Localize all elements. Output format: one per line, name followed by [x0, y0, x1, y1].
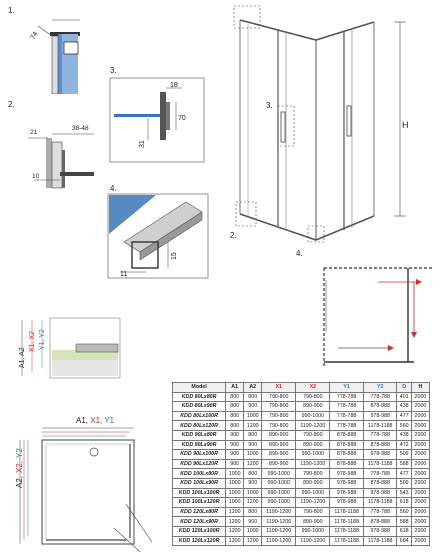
table-row [173, 450, 430, 460]
callout-3: 3. [266, 101, 273, 110]
value-cell: 900 [244, 478, 262, 488]
value-cell: 990-1000 [296, 450, 330, 460]
height-label: H [402, 120, 409, 130]
model-cell: KDD 90Lx90R [173, 440, 226, 450]
detail-1-label: 1. [8, 6, 15, 15]
plan-side-label-x: X2, [15, 460, 24, 473]
header-x2: X2 [296, 383, 330, 393]
value-cell: 472 [397, 440, 411, 450]
value-cell: 978-988 [330, 469, 364, 479]
detail-4-drawing [106, 184, 212, 280]
model-cell: KDD 80Lx90R [173, 402, 226, 412]
detail-3 [108, 66, 208, 166]
table-row [173, 507, 430, 517]
value-cell: 878-888 [330, 450, 364, 460]
value-cell: 2000 [411, 469, 429, 479]
value-cell: 900 [244, 402, 262, 412]
value-cell: 900 [244, 440, 262, 450]
value-cell: 800 [244, 392, 262, 402]
value-cell: 1178-1188 [363, 536, 397, 546]
value-cell: 878-888 [363, 517, 397, 527]
value-cell: 1190-1200 [296, 536, 330, 546]
value-cell: 790-800 [262, 421, 296, 431]
value-cell: 878-888 [363, 478, 397, 488]
value-cell: 1178-1188 [330, 536, 364, 546]
value-cell: 1178-1188 [363, 498, 397, 508]
value-cell: 990-1000 [262, 469, 296, 479]
table-row [173, 459, 430, 469]
opening-diagram-drawing [318, 262, 438, 374]
value-cell: 790-800 [296, 469, 330, 479]
value-cell: 878-888 [330, 459, 364, 469]
detail-3-drawing [108, 66, 208, 166]
value-cell: 800 [226, 421, 244, 431]
value-cell: 1178-1188 [330, 507, 364, 517]
model-cell: KDD 120Lx120R [173, 536, 226, 546]
value-cell: 560 [397, 421, 411, 431]
detail-2-drawing [8, 100, 98, 192]
value-cell: 890-900 [296, 402, 330, 412]
main-view-drawing [224, 2, 436, 260]
value-cell: 778-788 [330, 411, 364, 421]
value-cell: 878-888 [330, 430, 364, 440]
value-cell: 560 [397, 507, 411, 517]
header-a1: A1 [226, 383, 244, 393]
value-cell: 1200 [226, 507, 244, 517]
model-cell: KDD 80Lx80R [173, 392, 226, 402]
header-a2: A2 [244, 383, 262, 393]
value-cell: 778-788 [330, 402, 364, 412]
value-cell: 778-788 [363, 430, 397, 440]
value-cell: 878-888 [363, 402, 397, 412]
value-cell: 1190-1200 [262, 536, 296, 546]
model-cell: KDD 120Lx80R [173, 507, 226, 517]
header-model: Model [173, 383, 226, 393]
value-cell: 978-988 [363, 488, 397, 498]
header-y1: Y1 [330, 383, 364, 393]
table-row [173, 430, 430, 440]
profile-label-y: Y1, Y2 [39, 329, 46, 350]
value-cell: 2000 [411, 450, 429, 460]
value-cell: 990-1000 [296, 411, 330, 421]
plan-side-label-a: A2, [15, 475, 24, 488]
table-row [173, 498, 430, 508]
detail-2 [8, 100, 98, 192]
value-cell: 990-1000 [262, 498, 296, 508]
detail-4-dim-1: 15 [171, 252, 178, 260]
value-cell: 890-900 [262, 440, 296, 450]
value-cell: 2000 [411, 411, 429, 421]
value-cell: 2000 [411, 402, 429, 412]
model-cell: KDD 90Lx80R [173, 430, 226, 440]
table-row [173, 411, 430, 421]
value-cell: 878-888 [330, 440, 364, 450]
value-cell: 978-988 [363, 450, 397, 460]
value-cell: 890-900 [296, 478, 330, 488]
table-row [173, 478, 430, 488]
value-cell: 2000 [411, 536, 429, 546]
value-cell: 900 [226, 430, 244, 440]
value-cell: 1200 [244, 536, 262, 546]
value-cell: 990-1000 [296, 488, 330, 498]
value-cell: 509 [397, 450, 411, 460]
value-cell: 1190-1200 [296, 421, 330, 431]
value-cell: 790-800 [296, 392, 330, 402]
detail-4 [106, 184, 212, 280]
value-cell: 978-988 [330, 478, 364, 488]
table-row [173, 421, 430, 431]
value-cell: 878-888 [363, 440, 397, 450]
value-cell: 800 [244, 430, 262, 440]
value-cell: 890-900 [296, 517, 330, 527]
value-cell: 1178-1188 [330, 526, 364, 536]
value-cell: 1190-1200 [262, 507, 296, 517]
value-cell: 1190-1200 [296, 459, 330, 469]
value-cell: 618 [397, 498, 411, 508]
value-cell: 990-1000 [262, 488, 296, 498]
table-row [173, 488, 430, 498]
value-cell: 2000 [411, 459, 429, 469]
model-cell: KDD 80Lx120R [173, 421, 226, 431]
value-cell: 1000 [244, 526, 262, 536]
value-cell: 2000 [411, 507, 429, 517]
spec-table [172, 382, 430, 546]
value-cell: 790-800 [262, 411, 296, 421]
value-cell: 890-900 [262, 450, 296, 460]
detail-2-label: 2. [8, 100, 15, 109]
value-cell: 1200 [244, 498, 262, 508]
value-cell: 401 [397, 392, 411, 402]
value-cell: 1178-1188 [363, 459, 397, 469]
header-h: H [411, 383, 429, 393]
value-cell: 1200 [244, 459, 262, 469]
value-cell: 2000 [411, 392, 429, 402]
value-cell: 618 [397, 526, 411, 536]
value-cell: 1000 [226, 498, 244, 508]
value-cell: 2000 [411, 488, 429, 498]
value-cell: 778-788 [363, 507, 397, 517]
model-cell: KDD 120Lx90R [173, 517, 226, 527]
value-cell: 800 [226, 402, 244, 412]
value-cell: 890-900 [262, 430, 296, 440]
value-cell: 1200 [244, 421, 262, 431]
model-cell: KDD 90Lx120R [173, 459, 226, 469]
header-d: D [397, 383, 411, 393]
value-cell: 2000 [411, 526, 429, 536]
value-cell: 588 [397, 459, 411, 469]
detail-3-dim-2: 70 [178, 115, 186, 122]
plan-top-label: A1, X1, Y1 [76, 416, 115, 425]
value-cell: 900 [226, 450, 244, 460]
model-cell: KDD 80Lx100R [173, 411, 226, 421]
value-cell: 800 [244, 469, 262, 479]
value-cell: 790-800 [262, 392, 296, 402]
spec-table-header [173, 383, 430, 393]
table-row [173, 517, 430, 527]
detail-4-dim-2: 11 [120, 271, 128, 278]
main-view [224, 2, 436, 260]
detail-2-dim-3: 10 [32, 173, 40, 180]
plan-view-drawing [14, 412, 172, 558]
value-cell: 1000 [244, 450, 262, 460]
opening-diagram [318, 262, 438, 374]
value-cell: 1000 [226, 478, 244, 488]
table-row [173, 440, 430, 450]
table-row [173, 392, 430, 402]
value-cell: 438 [397, 402, 411, 412]
value-cell: 790-800 [262, 402, 296, 412]
detail-4-label: 4. [110, 184, 117, 193]
detail-1-dim: 74 [29, 30, 40, 41]
value-cell: 1190-1200 [296, 498, 330, 508]
model-cell: KDD 90Lx100R [173, 450, 226, 460]
value-cell: 1200 [226, 536, 244, 546]
profile-label-x: X1, X2 [29, 330, 36, 352]
value-cell: 978-988 [363, 526, 397, 536]
value-cell: 2000 [411, 478, 429, 488]
value-cell: 778-788 [363, 469, 397, 479]
detail-2-dim-1: 21 [30, 129, 38, 136]
value-cell: 1178-1188 [330, 517, 364, 527]
table-row [173, 402, 430, 412]
value-cell: 2000 [411, 421, 429, 431]
model-cell: KDD 100Lx100R [173, 488, 226, 498]
detail-3-label: 3. [110, 66, 117, 75]
plan-side-label-y: Y2 [15, 448, 24, 458]
value-cell: 778-788 [330, 392, 364, 402]
value-cell: 978-988 [330, 498, 364, 508]
value-cell: 978-988 [330, 488, 364, 498]
value-cell: 2000 [411, 498, 429, 508]
spec-table-body [173, 392, 430, 546]
detail-3-dim-1: 18 [170, 82, 178, 89]
value-cell: 800 [226, 392, 244, 402]
header-x1: X1 [262, 383, 296, 393]
value-cell: 438 [397, 430, 411, 440]
value-cell: 588 [397, 517, 411, 527]
value-cell: 990-1000 [262, 478, 296, 488]
value-cell: 790-800 [296, 507, 330, 517]
profile-label-a: A1, A2 [19, 347, 26, 368]
header-y2: Y2 [363, 383, 397, 393]
value-cell: 778-788 [330, 421, 364, 431]
model-cell: KDD 120Lx100R [173, 526, 226, 536]
model-cell: KDD 100Lx90R [173, 478, 226, 488]
value-cell: 1000 [226, 469, 244, 479]
value-cell: 2000 [411, 440, 429, 450]
value-cell: 778-788 [363, 392, 397, 402]
plan-view [14, 412, 172, 558]
value-cell: 1000 [244, 411, 262, 421]
callout-4: 4. [296, 249, 303, 258]
value-cell: 2000 [411, 517, 429, 527]
value-cell: 1178-1188 [363, 421, 397, 431]
value-cell: 900 [244, 517, 262, 527]
model-cell: KDD 100Lx120R [173, 498, 226, 508]
value-cell: 1190-1200 [262, 526, 296, 536]
value-cell: 800 [244, 507, 262, 517]
value-cell: 790-800 [296, 430, 330, 440]
value-cell: 800 [226, 411, 244, 421]
value-cell: 477 [397, 469, 411, 479]
detail-1-drawing [8, 6, 98, 94]
table-row [173, 526, 430, 536]
value-cell: 900 [226, 459, 244, 469]
value-cell: 1000 [226, 488, 244, 498]
value-cell: 477 [397, 411, 411, 421]
callout-2: 2. [230, 231, 237, 240]
value-cell: 1200 [226, 517, 244, 527]
value-cell: 890-900 [296, 440, 330, 450]
value-cell: 1200 [226, 526, 244, 536]
value-cell: 1000 [244, 488, 262, 498]
detail-1 [8, 6, 98, 94]
detail-3-dim-3: 31 [139, 140, 146, 148]
table-row [173, 536, 430, 546]
profile-view [14, 316, 124, 380]
value-cell: 890-900 [262, 459, 296, 469]
value-cell: 543 [397, 488, 411, 498]
model-cell: KDD 100Lx80R [173, 469, 226, 479]
value-cell: 684 [397, 536, 411, 546]
value-cell: 509 [397, 478, 411, 488]
value-cell: 990-1000 [296, 526, 330, 536]
detail-2-dim-2: 38-48 [72, 125, 89, 132]
table-row [173, 469, 430, 479]
profile-view-drawing [14, 316, 124, 380]
value-cell: 978-988 [363, 411, 397, 421]
value-cell: 2000 [411, 430, 429, 440]
value-cell: 900 [226, 440, 244, 450]
value-cell: 1190-1200 [262, 517, 296, 527]
